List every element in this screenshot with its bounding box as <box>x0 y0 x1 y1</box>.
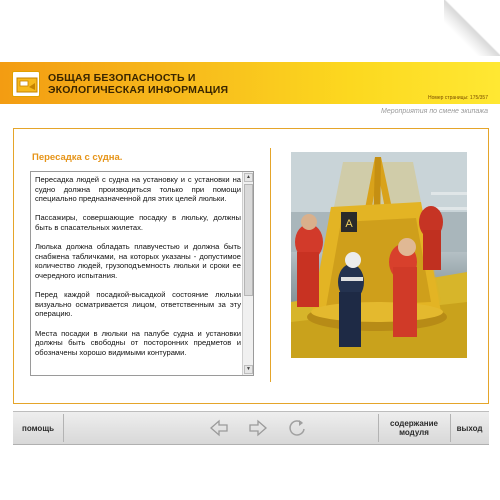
logo-icon <box>12 71 40 97</box>
paragraph: Пассажиры, совершающие посадку в люльку, должны быть в спасательных жилетах. <box>35 213 241 232</box>
module-contents-button[interactable] <box>378 411 450 445</box>
back-arrow-icon[interactable] <box>208 417 230 439</box>
contents-label-line2: модуля <box>399 428 429 437</box>
page-title-line2: ЭКОЛОГИЧЕСКАЯ ИНФОРМАЦИЯ <box>48 84 229 96</box>
paragraph: Перед каждой посадкой-высадкой состояние люльки визуально осматривается лицом, ответственным за эту операцию. <box>35 290 241 319</box>
page-curl <box>444 0 500 56</box>
paragraph: Пересадка людей с судна на установку и с установки на судно должна производиться только при помощи специально предназначенной для этих целей люльки. <box>35 175 241 204</box>
text-content <box>35 175 241 367</box>
page-title-line1: ОБЩАЯ БЕЗОПАСНОСТЬ И <box>48 72 196 84</box>
transfer-basket-photo <box>291 152 467 358</box>
forward-arrow-icon[interactable] <box>247 417 269 439</box>
scroll-down-icon[interactable]: ▼ <box>244 365 253 374</box>
scroll-thumb[interactable] <box>244 184 253 296</box>
exit-button[interactable]: выход <box>456 423 483 433</box>
page-number: Номер страницы: 175/357 <box>428 95 488 101</box>
photo-label: A <box>345 218 353 230</box>
section-title: Пересадка с судна. <box>32 152 123 163</box>
panel-divider <box>270 148 271 382</box>
nav-separator <box>63 414 64 442</box>
replay-icon[interactable] <box>286 417 308 439</box>
text-scroll-box[interactable] <box>30 171 254 376</box>
scroll-up-icon[interactable]: ▲ <box>244 173 253 182</box>
paragraph: Люлька должна обладать плавучестью и должна быть снабжена табличками, на которых указаны - допустимое количество людей, грузоподъемность люльки и сроки ее очередного испытания. <box>35 242 241 280</box>
contents-label-line1: содержание <box>390 419 438 428</box>
scrollbar[interactable] <box>242 172 253 375</box>
help-button[interactable]: помощь <box>22 423 54 433</box>
paragraph: Места посадки в люльки на палубе судна и установки должны быть свободны от посторонних предметов и обозначены хорошо видимыми контурами. <box>35 328 241 357</box>
section-subtitle: Мероприятия по смене экипажа <box>381 108 488 115</box>
